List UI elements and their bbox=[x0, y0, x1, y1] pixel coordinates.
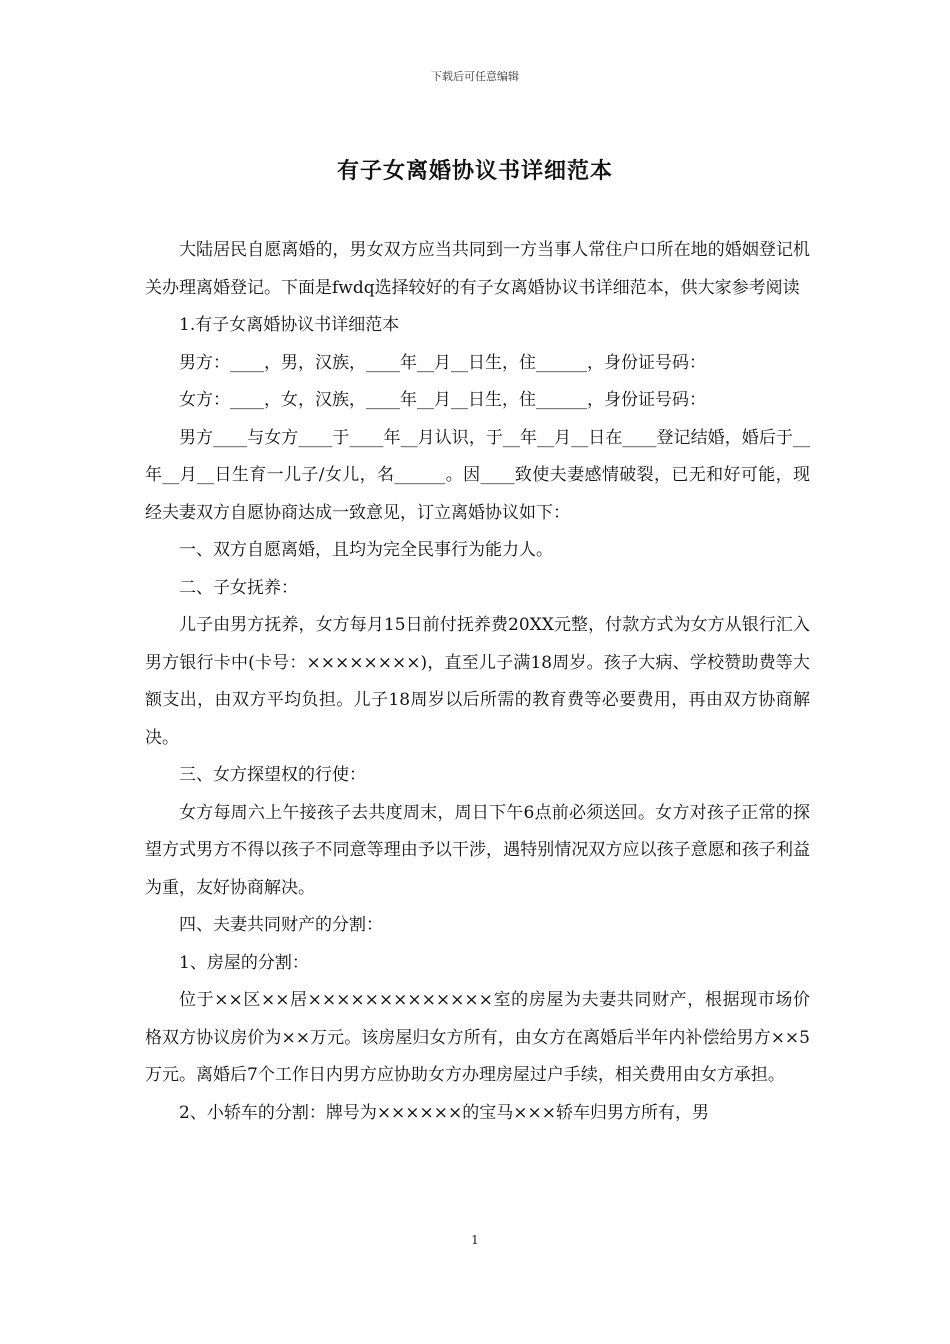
husband-info-line: 男方：____，男，汉族，____年__月__日生，住______，身份证号码： bbox=[179, 352, 706, 373]
section-heading: 1.有子女离婚协议书详细范本 bbox=[179, 315, 400, 335]
house-division-heading: 1、房屋的分割： bbox=[179, 952, 309, 973]
wife-info-line: 女方：____，女，汉族，____年__月__日生，住______，身份证号码： bbox=[179, 390, 706, 410]
page-header: 下载后可任意编辑 bbox=[431, 70, 519, 83]
clause-two-heading: 二、子女抚养： bbox=[179, 577, 298, 598]
child-support-paragraph: 儿子由男方抚养，女方每月15日前付抚养费20XX元整，付款方式为女方从银行汇入男方银行卡中(卡号：××××××××)，直至儿子满18周岁。孩子大病、学校赞助费等大额支出，由双方平均负担。儿子18周岁以后所需的教育费等必要费用，再由双方协商解决。 bbox=[145, 615, 810, 748]
visitation-paragraph: 女方每周六上午接孩子去共度周末，周日下午6点前必须送回。女方对孩子正常的探望方式男方不得以孩子不同意等理由予以干涉，遇特别情况双方应以孩子意愿和孩子利益为重，友好协商解决。 bbox=[145, 802, 810, 898]
house-division-paragraph: 位于××区××居×××××××××××××室的房屋为夫妻共同财产，根据现市场价格双方协议房价为××万元。该房屋归女方所有，由女方在离婚后半年内补偿给男方××5万元。离婚后7个工作日内男方应协助女方办理房屋过户手续，相关费用由女方承担。 bbox=[145, 990, 810, 1085]
document-title: 有子女离婚协议书详细范本 bbox=[336, 159, 613, 184]
document-body bbox=[145, 232, 810, 1132]
background-paragraph: 男方____与女方____于____年__月认识，于__年__月__日在____登记结婚，婚后于__年__月__日生育一儿子/女儿，名______。因____致使夫妻感情破裂，已无和好可能，现经夫妻双方自愿协商达成一致意见，订立离婚协议如下： bbox=[145, 427, 810, 523]
clause-one: 一、双方自愿离婚，且均为完全民事行为能力人。 bbox=[179, 540, 553, 560]
car-division-paragraph: 2、小轿车的分割：牌号为××××××的宝马×××轿车归男方所有，男 bbox=[179, 1102, 710, 1123]
page-number: 1 bbox=[471, 1233, 479, 1247]
clause-three-heading: 三、女方探望权的行使： bbox=[179, 765, 366, 785]
intro-paragraph: 大陆居民自愿离婚的，男女双方应当共同到一方当事人常住户口所在地的婚姻登记机关办理离婚登记。下面是fwdq选择较好的有子女离婚协议书详细范本，供大家参考阅读 bbox=[145, 240, 810, 298]
clause-four-heading: 四、夫妻共同财产的分割： bbox=[179, 915, 383, 935]
